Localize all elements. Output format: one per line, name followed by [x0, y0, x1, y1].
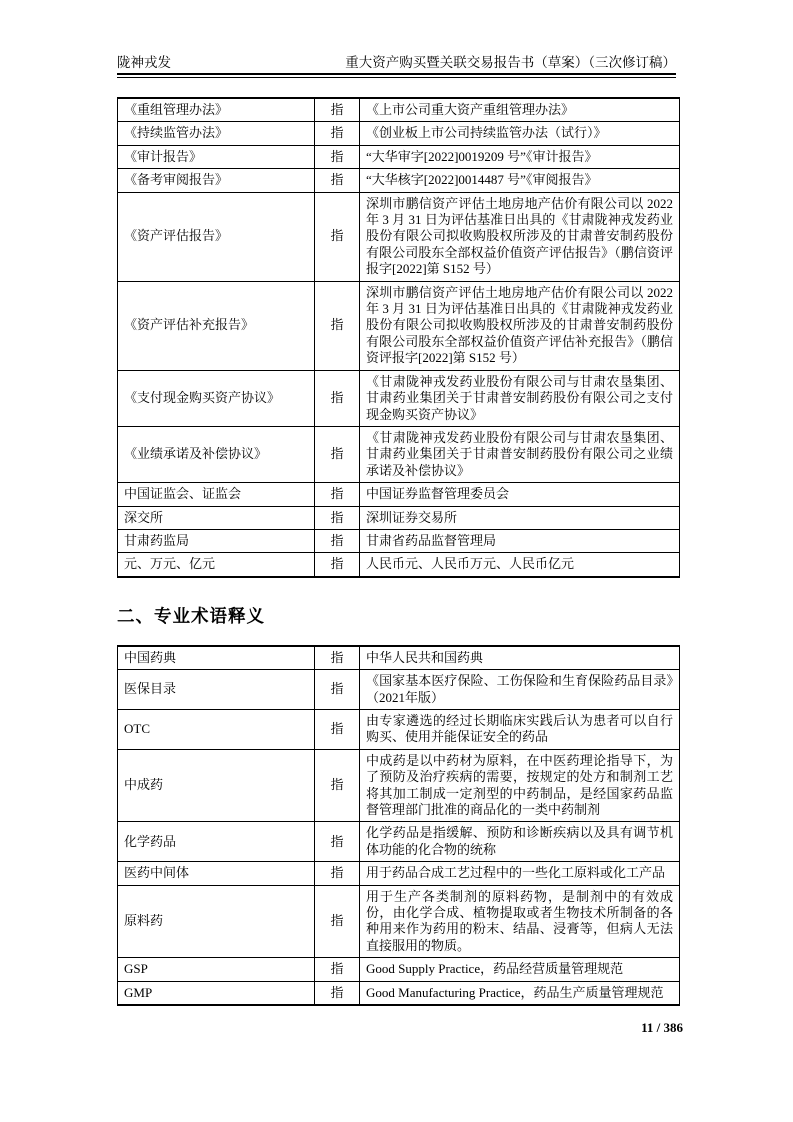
definition-cell: 由专家遴选的经过长期临床实践后认为患者可以自行购买、使用并能保证安全的药品 [360, 709, 680, 749]
table-row [118, 646, 680, 670]
header-document-title: 重大资产购买暨关联交易报告书（草案）（三次修订稿） [345, 55, 676, 70]
table-row [118, 122, 680, 145]
ref-cell: 指 [315, 670, 360, 710]
ref-cell: 指 [315, 98, 360, 122]
table-row [118, 370, 680, 426]
term-cell: 《业绩承诺及补偿协议》 [118, 426, 315, 482]
term-cell: 中国药典 [118, 646, 315, 670]
table-row [118, 749, 680, 822]
definition-cell: 化学药品是指缓解、预防和诊断疾病以及具有调节机体功能的化合物的统称 [360, 822, 680, 862]
definition-cell: 《上市公司重大资产重组管理办法》 [360, 98, 680, 122]
definitions-table [117, 97, 680, 578]
definition-cell: 《国家基本医疗保险、工伤保险和生育保险药品目录》（2021年版） [360, 670, 680, 710]
page-number: 11 / 386 [641, 1020, 683, 1035]
ref-cell: 指 [315, 483, 360, 506]
term-cell: 《重组管理办法》 [118, 98, 315, 122]
definition-cell: 用于药品合成工艺过程中的一些化工原料或化工产品 [360, 862, 680, 885]
table-row [118, 553, 680, 577]
definition-cell: 《甘肃陇神戎发药业股份有限公司与甘肃农垦集团、甘肃药业集团关于甘肃普安制药股份有限公司之业绩承诺及补偿协议》 [360, 426, 680, 482]
ref-cell: 指 [315, 426, 360, 482]
ref-cell: 指 [315, 981, 360, 1005]
term-cell: 《支付现金购买资产协议》 [118, 370, 315, 426]
term-cell: OTC [118, 709, 315, 749]
ref-cell: 指 [315, 281, 360, 370]
ref-cell: 指 [315, 749, 360, 822]
table-row [118, 506, 680, 529]
header-divider [117, 73, 676, 78]
running-header [117, 54, 676, 71]
ref-cell: 指 [315, 862, 360, 885]
term-cell: 中国证监会、证监会 [118, 483, 315, 506]
definition-cell: “大华核字[2022]0014487 号”《审阅报告》 [360, 169, 680, 192]
ref-cell: 指 [315, 506, 360, 529]
table-row [118, 885, 680, 958]
definition-cell: 用于生产各类制剂的原料药物，是制剂中的有效成份，由化学合成、植物提取或者生物技术所制备的各种用来作为药用的粉末、结晶、浸膏等，但病人无法直接服用的物质。 [360, 885, 680, 958]
definition-cell: 深圳市鹏信资产评估土地房地产估价有限公司以 2022 年 3 月 31 日为评估基准日出具的《甘肃陇神戎发药业股份有限公司拟收购股权所涉及的甘肃普安制药股份有限公司股东全部权益价值资产评估报告》（鹏信资评报字[2022]第 S152 号） [360, 192, 680, 281]
term-cell: 元、万元、亿元 [118, 553, 315, 577]
definition-cell: Good Manufacturing Practice，药品生产质量管理规范 [360, 981, 680, 1005]
definition-cell: 中国证券监督管理委员会 [360, 483, 680, 506]
definition-cell: 《创业板上市公司持续监管办法（试行）》 [360, 122, 680, 145]
term-cell: 《资产评估报告》 [118, 192, 315, 281]
ref-cell: 指 [315, 122, 360, 145]
term-cell: 医保目录 [118, 670, 315, 710]
definition-cell: Good Supply Practice，药品经营质量管理规范 [360, 958, 680, 981]
definition-cell: 深圳证券交易所 [360, 506, 680, 529]
ref-cell: 指 [315, 192, 360, 281]
table-row [118, 145, 680, 168]
term-cell: 《审计报告》 [118, 145, 315, 168]
definition-cell: 甘肃省药品监督管理局 [360, 529, 680, 552]
definition-cell: 深圳市鹏信资产评估土地房地产估价有限公司以 2022 年 3 月 31 日为评估基准日出具的《甘肃陇神戎发药业股份有限公司拟收购股权所涉及的甘肃普安制药股份有限公司股东全部权益价值资产评估补充报告》（鹏信资评报字[2022]第 S152 号） [360, 281, 680, 370]
header-company-name: 陇神戎发 [117, 55, 171, 70]
definition-cell: 中华人民共和国药典 [360, 646, 680, 670]
definition-cell: 人民币元、人民币万元、人民币亿元 [360, 553, 680, 577]
ref-cell: 指 [315, 529, 360, 552]
table-row [118, 981, 680, 1005]
ref-cell: 指 [315, 145, 360, 168]
table-row [118, 169, 680, 192]
table-row [118, 958, 680, 981]
table-row [118, 670, 680, 710]
term-cell: 深交所 [118, 506, 315, 529]
table-row [118, 709, 680, 749]
ref-cell: 指 [315, 958, 360, 981]
definition-cell: “大华审字[2022]0019209 号”《审计报告》 [360, 145, 680, 168]
term-cell: 《持续监管办法》 [118, 122, 315, 145]
ref-cell: 指 [315, 885, 360, 958]
table-row [118, 192, 680, 281]
table-row [118, 862, 680, 885]
term-cell: 原料药 [118, 885, 315, 958]
ref-cell: 指 [315, 553, 360, 577]
table-row [118, 529, 680, 552]
table-row [118, 426, 680, 482]
section-heading: 二、专业术语释义 [117, 605, 265, 626]
table-row [118, 483, 680, 506]
ref-cell: 指 [315, 709, 360, 749]
definition-cell: 《甘肃陇神戎发药业股份有限公司与甘肃农垦集团、甘肃药业集团关于甘肃普安制药股份有限公司之支付现金购买资产协议》 [360, 370, 680, 426]
term-cell: 中成药 [118, 749, 315, 822]
terms-table [117, 645, 680, 1006]
term-cell: 《备考审阅报告》 [118, 169, 315, 192]
term-cell: 医药中间体 [118, 862, 315, 885]
definition-cell: 中成药是以中药材为原料，在中医药理论指导下，为了预防及治疗疾病的需要，按规定的处方和制剂工艺将其加工制成一定剂型的中药制品，是经国家药品监督管理部门批准的商品化的一类中药制剂 [360, 749, 680, 822]
table-row [118, 98, 680, 122]
term-cell: GSP [118, 958, 315, 981]
term-cell: 《资产评估补充报告》 [118, 281, 315, 370]
table-row [118, 281, 680, 370]
ref-cell: 指 [315, 646, 360, 670]
ref-cell: 指 [315, 370, 360, 426]
term-cell: 化学药品 [118, 822, 315, 862]
ref-cell: 指 [315, 169, 360, 192]
ref-cell: 指 [315, 822, 360, 862]
term-cell: GMP [118, 981, 315, 1005]
table-row [118, 822, 680, 862]
term-cell: 甘肃药监局 [118, 529, 315, 552]
